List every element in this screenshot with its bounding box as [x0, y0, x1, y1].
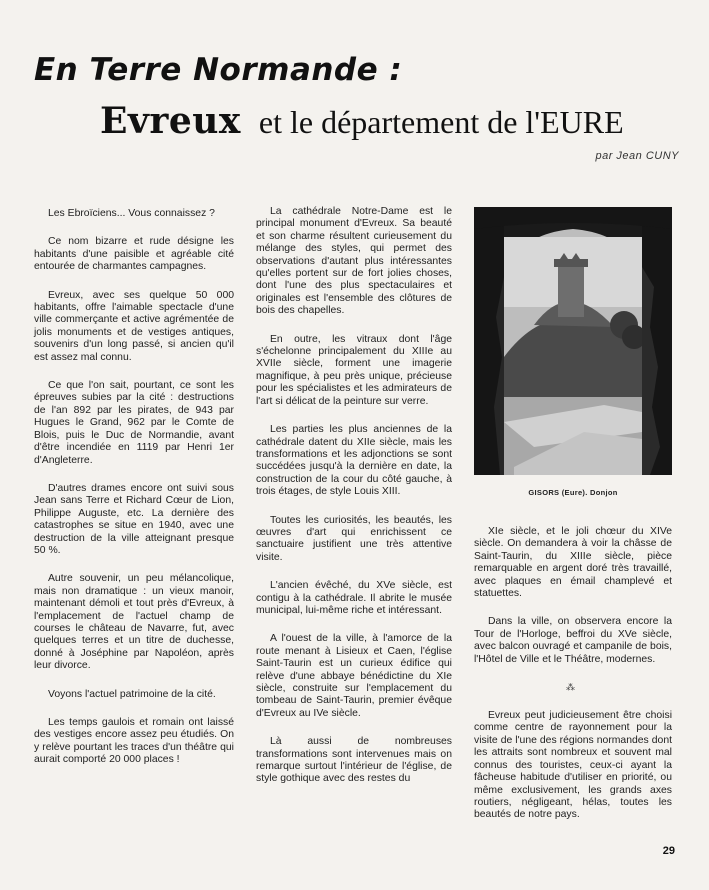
paragraph: Les temps gaulois et romain ont laissé des vestiges encore assez peu étudiés. On y relève pourtant les traces d'un théâtre qui aurait comporté 20 000 places ! [34, 717, 234, 766]
paragraph: En outre, les vitraux dont l'âge s'échelonne principalement du XIIIe au XVIIe siècle, forment une imagerie magnifique, à peu près unique, précieuse pour les spécialistes et les admirateurs de l'art si délicat de la peinture sur verre. [256, 333, 452, 407]
photo-gisors-donjon [474, 207, 672, 475]
paragraph: Evreux, avec ses quelque 50 000 habitants, offre l'aimable spectacle d'une ville commerçante et active agrémentée de jolis monuments et de vestiges antiques, souvenirs d'un long passé, si ancien qu'il est assez mal connu. [34, 289, 234, 363]
article-kicker: En Terre Normande : [34, 52, 403, 88]
paragraph: La cathédrale Notre-Dame est le principal monument d'Evreux. Sa beauté et son charme résultent curieusement du mélange des styles, qui permet des observations d'autant plus intéressantes qu'elles portent sur de fort jolies choses, dont l'une des plus spectaculaires et originales est l'ensemble des clôtures de bois des chapelles. [256, 206, 452, 317]
photo-illustration [474, 207, 672, 475]
paragraph: Les parties les plus anciennes de la cathédrale datent du XIIe siècle, mais les transformations et les adjonctions se sont succédées jusqu'à la dernière en date, la construction de la cour du côté gauche, à trois étages, de style Louis XIII. [256, 424, 452, 498]
photo-caption: GISORS (Eure). Donjon [528, 488, 618, 497]
headline-city: Evreux [100, 100, 241, 142]
headline-rest: et le département de l'EURE [258, 104, 624, 140]
paragraph: Ce que l'on sait, pourtant, ce sont les épreuves subies par la cité : destructions de l'an 892 par les pirates, de 943 par Hugues le Grand, 962 par le Comte de Blois, puis le Duc de Normandie, avant d'être incendiée en 1119 par Henri 1er d'Angleterre. [34, 380, 234, 466]
page-number: 29 [662, 845, 675, 857]
paragraph: Toutes les curiosités, les beautés, les œuvres d'art qui enrichissent ce sanctuaire justifient une très attentive visite. [256, 514, 452, 563]
paragraph: A l'ouest de la ville, à l'amorce de la route menant à Lisieux et Caen, l'église Saint-Taurin est un curieux édifice qui relève d'une abbaye bénédictine du XIe siècle, construite sur l'emplacement du tombeau de Saint-Taurin, premier évêque d'Evreux au IVe siècle. [256, 633, 452, 719]
paragraph: L'ancien évêché, du XVe siècle, est contigu à la cathédrale. Il abrite le musée municipal, lui-même riche et intéressant. [256, 580, 452, 616]
paragraph: Autre souvenir, un peu mélancolique, mais non dramatique : un vieux manoir, maintenant démoli et tout près d'Evreux, à l'emplacement de l'actuel champ de courses le château de Navarre, fut, avec quelques terres et un titre de duchesse, donné à Joséphine par Napoléon, après leur divorce. [34, 573, 234, 672]
text-column-1 [34, 208, 234, 783]
article-headline [100, 100, 624, 142]
text-column-2 [256, 206, 452, 802]
paragraph: Evreux peut judicieusement être choisi comme centre de rayonnement pour la visite de l'une des régions normandes dont les attraits sont nombreux et souvent mal connus des touristes, ceux-ci ayant la fâcheuse habitude d'utiliser en priorité, ou même exclusivement, les grands axes routiers, négligeant, hélas, toutes les beautés de notre pays. [474, 710, 672, 821]
paragraph: XIe siècle, et le joli chœur du XIVe siècle. On demandera à voir la châsse de Saint-Taurin, du XIIIe siècle, pièce remarquable en argent doré très travaillé, avec plaques en émail champlevé et statuettes. [474, 526, 672, 600]
byline: par Jean CUNY [595, 150, 679, 162]
paragraph: Ce nom bizarre et rude désigne les habitants d'une paisible et agréable cité entourée de charmantes campagnes. [34, 236, 234, 273]
paragraph: D'autres drames encore ont suivi sous Jean sans Terre et Richard Cœur de Lion, Philippe Auguste, etc. La dernière des catastrophes se situe en 1940, avec une destruction de la ville atteignant presque 50 %. [34, 482, 234, 556]
paragraph: Là aussi de nombreuses transformations sont intervenues mais on remarque surtout l'intérieur de l'église, de style gothique avec des restes du [256, 736, 452, 785]
paragraph: Les Ebroïciens... Vous connaissez ? [48, 208, 215, 219]
paragraph: Dans la ville, on observera encore la Tour de l'Horloge, beffroi du XVe siècle, avec balcon ouvragé et campanile de bois, l'Hôtel de Ville et le Théâtre, modernes. [474, 616, 672, 665]
section-separator: ⁂ [566, 682, 575, 692]
paragraph: Voyons l'actuel patrimoine de la cité. [48, 688, 216, 700]
